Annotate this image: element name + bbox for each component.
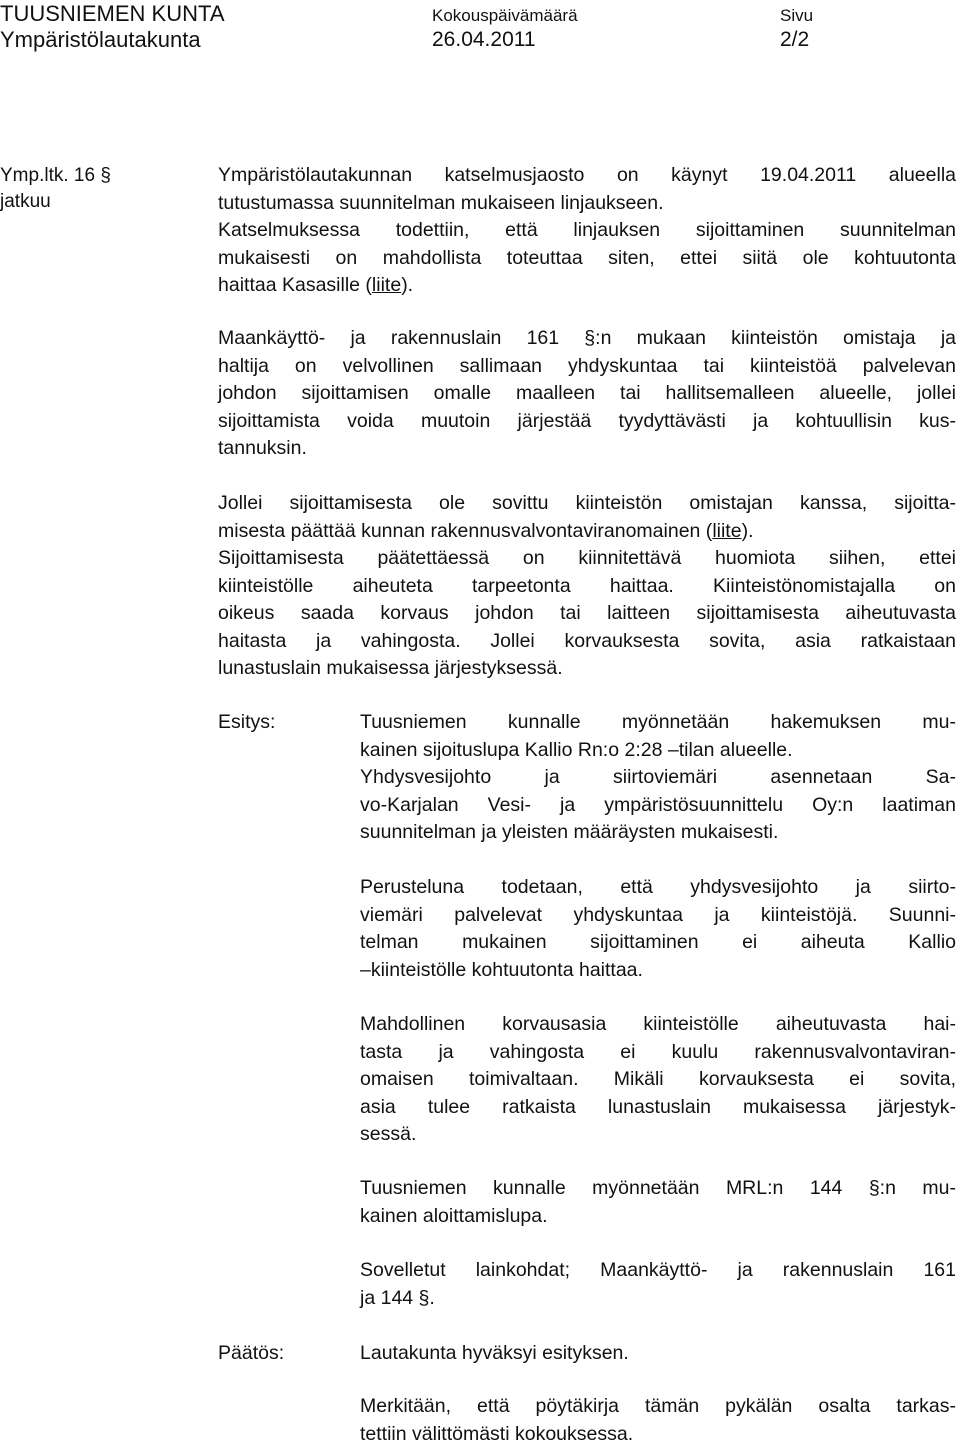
proposal-permit: [360, 709, 956, 847]
text-line: Tuusniemen kunnalle myönnetään MRL:n 144 §:n mu-: [360, 1175, 956, 1203]
text-line: oikeus saada korvaus johdon tai laitteen sijoittamisesta aiheutuvasta: [218, 600, 956, 628]
decision-text: [360, 1340, 956, 1368]
text-line: vo-Karjalan Vesi- ja ympäristösuunnittelu Oy:n laatiman: [360, 792, 956, 820]
text-line: Ympäristölautakunnan katselmusjaosto on käynyt 19.04.2011 alueella: [218, 162, 956, 190]
proposal-compensation: [360, 1011, 956, 1149]
text-line: haitasta ja vahingosta. Jollei korvauksesta sovita, asia ratkaistaan: [218, 628, 956, 656]
text-line: suunnitelman ja yleisten määräysten mukaisesti.: [360, 819, 956, 847]
text-line: haittaa Kasasille (liite).: [218, 272, 956, 300]
text-line: Jollei sijoittamisesta ole sovittu kiinteistön omistajan kanssa, sijoitta-: [218, 490, 956, 518]
board-name: Ympäristölautakunta: [0, 28, 201, 52]
municipality-name: TUUSNIEMEN KUNTA: [0, 2, 225, 26]
proposal-label: Esitys:: [218, 709, 275, 737]
text-line: ja 144 §.: [360, 1285, 956, 1313]
text-line: Sijoittamisesta päätettäessä on kiinnitettävä huomiota siihen, ettei: [218, 545, 956, 573]
text-line: tannuksin.: [218, 435, 956, 463]
text-line: tettiin välittömästi kokouksessa.: [360, 1421, 956, 1448]
text-line: omaisen toimivaltaan. Mikäli korvauksesta ei sovita,: [360, 1066, 956, 1094]
proposal-start-permit: [360, 1175, 956, 1230]
decision-note: [360, 1393, 956, 1448]
text-line: lunastuslain mukaisessa järjestyksessä.: [218, 655, 956, 683]
text-line: Sovelletut lainkohdat; Maankäyttö- ja rakennuslain 161: [360, 1257, 956, 1285]
text-line: Lautakunta hyväksyi esityksen.: [360, 1340, 956, 1368]
text-line: Yhdysvesijohto ja siirtoviemäri asennetaan Sa-: [360, 764, 956, 792]
text-line: Katselmuksessa todettiin, että linjauksen sijoittaminen suunnitelman: [218, 217, 956, 245]
text-line: asia tulee ratkaista lunastuslain mukaisessa järjestyk-: [360, 1094, 956, 1122]
text-line: viemäri palvelevat yhdyskuntaa ja kiinteistöjä. Suunni-: [360, 902, 956, 930]
text-line: mukaisesti on mahdollista toteuttaa siten, ettei siitä ole kohtuutonta: [218, 245, 956, 273]
text-line: misesta päättää kunnan rakennusvalvontaviranomainen (liite).: [218, 518, 956, 546]
text-line: sijoittamista voida muutoin järjestää tyydyttävästi ja kohtuullisin kus-: [218, 408, 956, 436]
text-line: tasta ja vahingosta ei kuulu rakennusvalvontaviran-: [360, 1039, 956, 1067]
text-line: kainen sijoituslupa Kallio Rn:o 2:28 –tilan alueelle.: [360, 737, 956, 765]
paragraph-placement: [218, 490, 956, 683]
text-line: Perusteluna todetaan, että yhdysvesijohto ja siirto-: [360, 874, 956, 902]
section-number: Ymp.ltk. 16 §: [0, 162, 111, 190]
page-label: Sivu: [780, 4, 813, 28]
text-line: Tuusniemen kunnalle myönnetään hakemuksen mu-: [360, 709, 956, 737]
text-line: Mahdollinen korvausasia kiinteistölle aiheutuvasta hai-: [360, 1011, 956, 1039]
paragraph-inspection: [218, 162, 956, 300]
paragraph-law: [218, 325, 956, 463]
text-line: kainen aloittamislupa.: [360, 1203, 956, 1231]
decision-label: Päätös:: [218, 1340, 284, 1368]
text-line: sessä.: [360, 1121, 956, 1149]
text-line: haltija on velvollinen sallimaan yhdyskuntaa tai kiinteistöä palvelevan: [218, 353, 956, 381]
text-line: kiinteistölle aiheuteta tarpeetonta haittaa. Kiinteistönomistajalla on: [218, 573, 956, 601]
text-line: Merkitään, että pöytäkirja tämän pykälän osalta tarkas-: [360, 1393, 956, 1421]
page-number: 2/2: [780, 28, 809, 52]
section-continued: jatkuu: [0, 188, 51, 216]
date-label: Kokouspäivämäärä: [432, 4, 578, 28]
text-line: tutustumassa suunnitelman mukaiseen linjaukseen.: [218, 190, 956, 218]
text-line: telman mukainen sijoittaminen ei aiheuta Kallio: [360, 929, 956, 957]
text-line: Maankäyttö- ja rakennuslain 161 §:n mukaan kiinteistön omistaja ja: [218, 325, 956, 353]
proposal-applied-law: [360, 1257, 956, 1312]
text-line: johdon sijoittamisen omalle maalleen tai hallitsemalleen alueelle, jollei: [218, 380, 956, 408]
meeting-date: 26.04.2011: [432, 28, 536, 52]
text-line: –kiinteistölle kohtuutonta haittaa.: [360, 957, 956, 985]
proposal-justification: [360, 874, 956, 984]
